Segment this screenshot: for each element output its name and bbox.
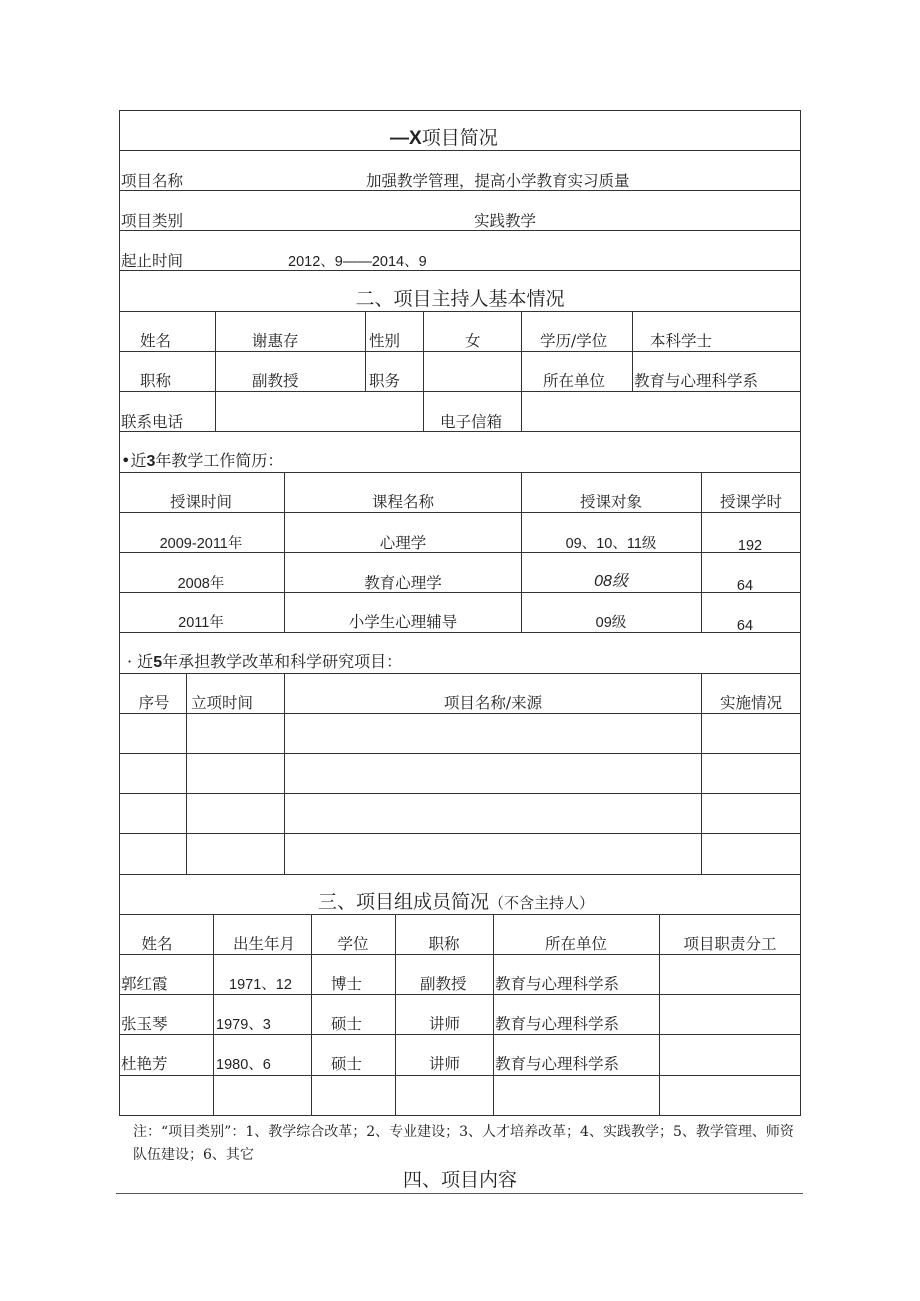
row-divider (119, 753, 801, 754)
members-header-name: 姓名 (141, 935, 173, 953)
projects-header-status: 实施情况 (719, 694, 783, 712)
row-divider (119, 270, 801, 271)
row-divider (119, 230, 801, 231)
host-rank-label: 职称 (140, 372, 172, 390)
row-divider (119, 954, 801, 955)
col-divider (395, 914, 396, 1116)
member-degree: 硕士 (331, 1015, 363, 1033)
member-unit: 教育与心理科学系 (495, 1055, 620, 1073)
host-education-label: 学历/学位 (540, 332, 608, 350)
project-period-label: 起止时间 (121, 252, 184, 270)
col-divider (521, 472, 522, 632)
teaching-cell-target: 09级 (595, 615, 627, 631)
teaching-header-target: 授课对象 (579, 493, 643, 511)
project-category-value: 实践教学 (474, 212, 537, 230)
host-unit-label: 所在单位 (543, 372, 606, 390)
member-unit: 教育与心理科学系 (495, 975, 620, 993)
host-rank-value: 副教授 (252, 372, 299, 390)
projects-header-name: 项目名称/来源 (443, 694, 543, 712)
col-divider (284, 472, 285, 632)
col-divider (659, 914, 660, 1116)
projects-heading-text: 年承担教学改革和科学研究项目： (162, 652, 403, 671)
teaching-heading-text: 年教学工作简历： (155, 451, 284, 470)
category-note: 注：“项目类别”：1、教学综合改革；2、专业建设；3、人才培养改革；4、实践教学；5、教学管理、师资队伍建设；6、其它 (133, 1124, 794, 1163)
projects-heading-bullet: · 近 (127, 652, 154, 671)
member-degree: 博士 (331, 975, 363, 993)
host-unit-value: 教育与心理科学系 (634, 372, 759, 390)
teaching-cell-target: 08级 (594, 573, 628, 590)
teaching-cell-hours: 64 (736, 578, 754, 594)
row-divider (119, 874, 801, 875)
members-header-birth: 出生年月 (232, 935, 296, 953)
section-1-title-text: 项目简况 (421, 127, 498, 149)
row-divider (119, 713, 801, 714)
section-1-prefix: —X (390, 128, 422, 149)
teaching-header-hours: 授课学时 (719, 493, 783, 511)
teaching-cell-hours: 192 (737, 538, 763, 554)
col-divider (311, 914, 312, 1116)
row-divider (119, 994, 801, 995)
project-form-table (119, 110, 801, 1116)
teaching-header-time: 授课时间 (169, 493, 233, 511)
project-name-value: 加强教学管理，提高小学教育实习质量 (366, 172, 630, 190)
member-name: 张玉琴 (121, 1015, 168, 1033)
member-name: 杜艳芳 (121, 1055, 168, 1073)
teaching-cell-hours: 64 (736, 618, 754, 634)
section-3-title (318, 891, 594, 914)
row-divider (119, 391, 801, 392)
teaching-cell-time: 2011年 (178, 615, 224, 631)
row-divider (119, 512, 801, 513)
section-4-underline (116, 1193, 803, 1194)
row-divider (119, 190, 801, 191)
teaching-cell-course: 心理学 (379, 534, 427, 552)
teaching-cell-course: 小学生心理辅导 (348, 613, 458, 631)
host-gender-label: 性别 (369, 332, 401, 350)
col-divider (186, 673, 187, 874)
teaching-cell-course: 教育心理学 (364, 574, 442, 592)
row-divider (119, 431, 801, 432)
row-divider (119, 150, 801, 151)
row-divider (119, 914, 801, 915)
members-header-unit: 所在单位 (544, 935, 608, 953)
members-header-role: 项目职责分工 (683, 935, 777, 953)
members-header-degree: 学位 (337, 935, 369, 953)
col-divider (365, 311, 366, 391)
host-email-label: 电子信箱 (440, 413, 503, 431)
host-position-label: 职务 (369, 372, 401, 390)
col-divider (701, 673, 702, 874)
row-divider (119, 351, 801, 352)
row-divider (119, 673, 801, 674)
member-birth: 1980、6 (216, 1057, 271, 1073)
row-divider (119, 311, 801, 312)
member-birth: 1979、3 (216, 1017, 271, 1033)
row-divider (119, 833, 801, 834)
projects-header-date: 立项时间 (190, 694, 254, 712)
member-rank: 讲师 (429, 1055, 461, 1073)
project-period-value: 2012、9——2014、9 (288, 254, 427, 270)
row-divider (119, 632, 801, 633)
col-divider (632, 311, 633, 391)
section-3-title-text: 三、项目组成员简况 (317, 891, 489, 913)
teaching-cell-target: 09、10、11级 (565, 536, 657, 552)
col-divider (423, 311, 424, 432)
row-divider (119, 1075, 801, 1076)
col-divider (493, 914, 494, 1116)
col-divider (701, 472, 702, 632)
member-rank: 讲师 (429, 1015, 461, 1033)
host-education-value: 本科学士 (650, 332, 713, 350)
section-4-title: 四、项目内容 (402, 1169, 518, 1191)
member-rank: 副教授 (420, 975, 467, 993)
host-gender-value: 女 (465, 332, 481, 350)
member-degree: 硕士 (331, 1055, 363, 1073)
col-divider (521, 311, 522, 432)
member-unit: 教育与心理科学系 (495, 1015, 620, 1033)
projects-heading (127, 653, 402, 672)
section-2-title: 二、项目主持人基本情况 (355, 288, 565, 310)
col-divider (215, 311, 216, 432)
teaching-heading-bullet: •近 (121, 451, 147, 470)
project-name-label: 项目名称 (121, 172, 184, 190)
host-phone-label: 联系电话 (121, 413, 184, 431)
section-1-title (390, 127, 498, 150)
row-divider (119, 1034, 801, 1035)
members-header-rank: 职称 (428, 935, 460, 953)
teaching-cell-time: 2009-2011年 (159, 536, 243, 552)
projects-header-index: 序号 (138, 694, 170, 712)
projects-heading-number: 5 (153, 654, 163, 671)
member-birth: 1971、12 (229, 977, 292, 993)
teaching-cell-time: 2008年 (177, 576, 225, 592)
teaching-heading (121, 452, 283, 471)
member-name: 郭红霞 (121, 975, 168, 993)
col-divider (284, 673, 285, 874)
col-divider (213, 914, 214, 1116)
host-name-value: 谢惠存 (252, 332, 299, 350)
teaching-heading-number: 3 (146, 453, 156, 470)
row-divider (119, 793, 801, 794)
project-category-label: 项目类别 (121, 212, 184, 230)
row-divider (119, 472, 801, 473)
host-name-label: 姓名 (140, 332, 172, 350)
teaching-header-course: 课程名称 (371, 493, 435, 511)
section-3-subtitle: （不含主持人） (489, 894, 595, 912)
